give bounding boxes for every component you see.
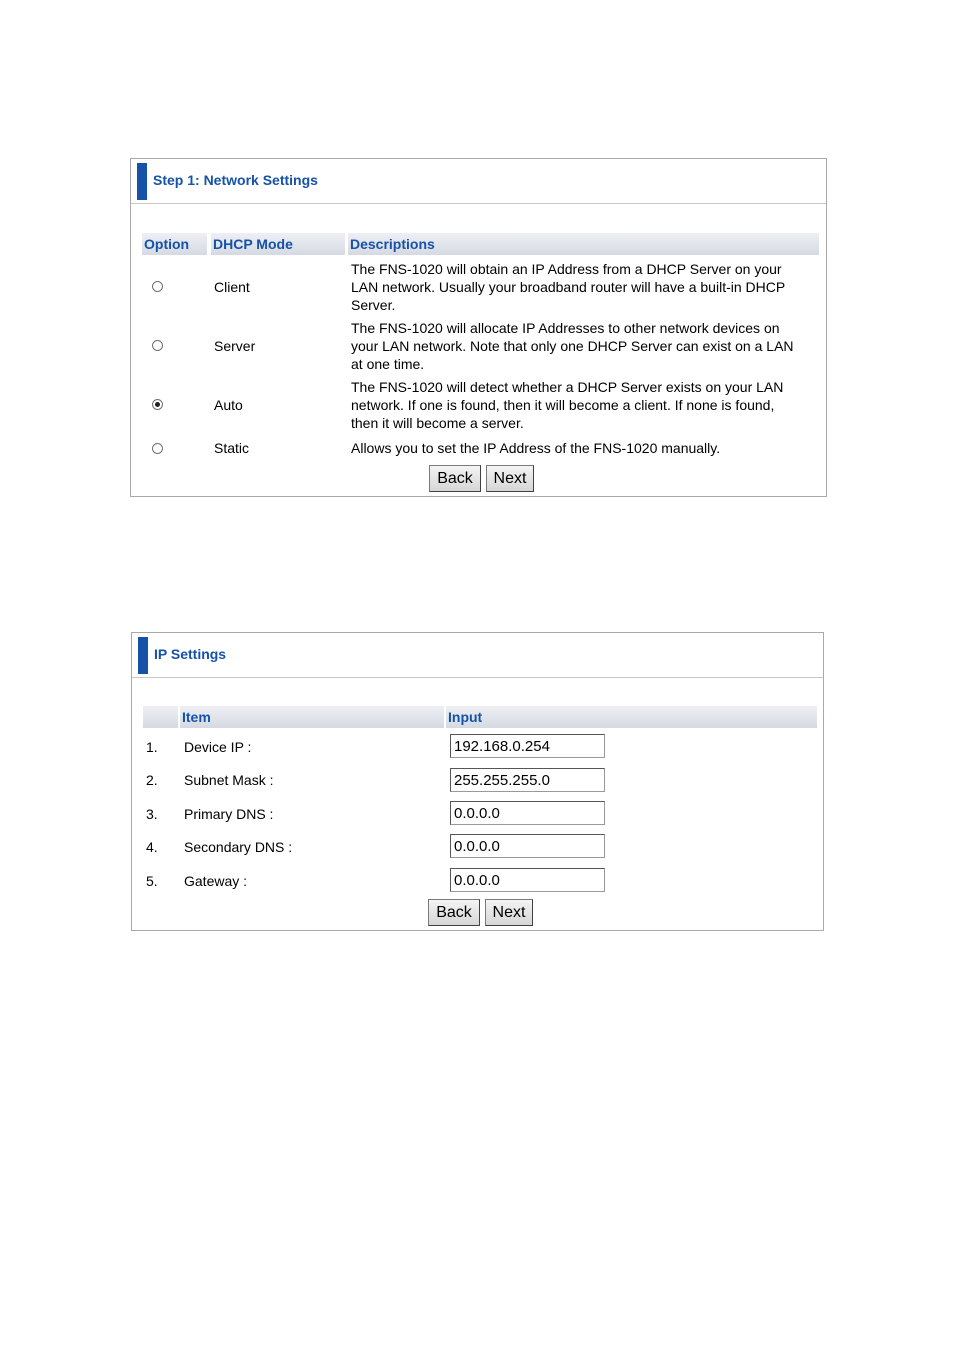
header-descriptions: Descriptions [348,233,819,255]
header-option: Option [142,233,207,255]
mode-label-client: Client [214,279,250,295]
row-number: 2. [146,772,158,788]
ip-next-button[interactable]: Next [485,899,533,926]
primary-dns-input[interactable] [450,801,605,825]
subnet-mask-label: Subnet Mask : [184,772,274,788]
row-number: 3. [146,806,158,822]
header-input: Input [446,706,817,728]
row-number: 4. [146,839,158,855]
network-settings-panel [130,158,827,497]
network-settings-title: Step 1: Network Settings [153,172,318,188]
radio-client[interactable] [152,281,163,292]
subnet-mask-input[interactable] [450,768,605,792]
device-ip-label: Device IP : [184,739,252,755]
mode-label-static: Static [214,440,250,456]
title-accent-bar [138,637,148,674]
radio-server[interactable] [152,340,163,351]
ip-settings-panel [131,632,824,931]
row-number: 5. [146,873,158,889]
network-settings-title-bar [131,159,826,204]
header-dhcp-mode: DHCP Mode [211,233,345,255]
secondary-dns-label: Secondary DNS : [184,839,293,855]
network-back-button[interactable]: Back [429,465,481,492]
ip-settings-title-bar [132,633,823,678]
mode-label-auto: Auto [214,397,243,413]
network-next-button[interactable]: Next [486,465,534,492]
gateway-input[interactable] [450,868,605,892]
radio-static[interactable] [152,443,163,454]
header-item: Item [180,706,444,728]
primary-dns-label: Primary DNS : [184,806,274,822]
gateway-label: Gateway : [184,873,248,889]
mode-label-server: Server [214,338,256,354]
title-accent-bar [137,163,147,200]
description-static: Allows you to set the IP Address of the FNS-1020 manually. [351,440,721,456]
secondary-dns-input[interactable] [450,834,605,858]
description-server: The FNS-1020 will allocate IP Addresses to other network devices on your LAN network. Note that only one DHCP Server can exist on a LAN at one time. [351,320,794,372]
row-number: 1. [146,739,158,755]
ip-settings-title: IP Settings [154,646,227,662]
header-blank [143,706,178,728]
ip-back-button[interactable]: Back [428,899,480,926]
radio-auto[interactable] [152,399,163,410]
description-auto: The FNS-1020 will detect whether a DHCP Server exists on your LAN network. If one is found, then it will become a client. If none is found, then it will become a server. [351,379,784,431]
device-ip-input[interactable] [450,734,605,758]
description-client: The FNS-1020 will obtain an IP Address from a DHCP Server on your LAN network. Usually your broadband router will have a built-in DHCP Server. [351,261,786,313]
